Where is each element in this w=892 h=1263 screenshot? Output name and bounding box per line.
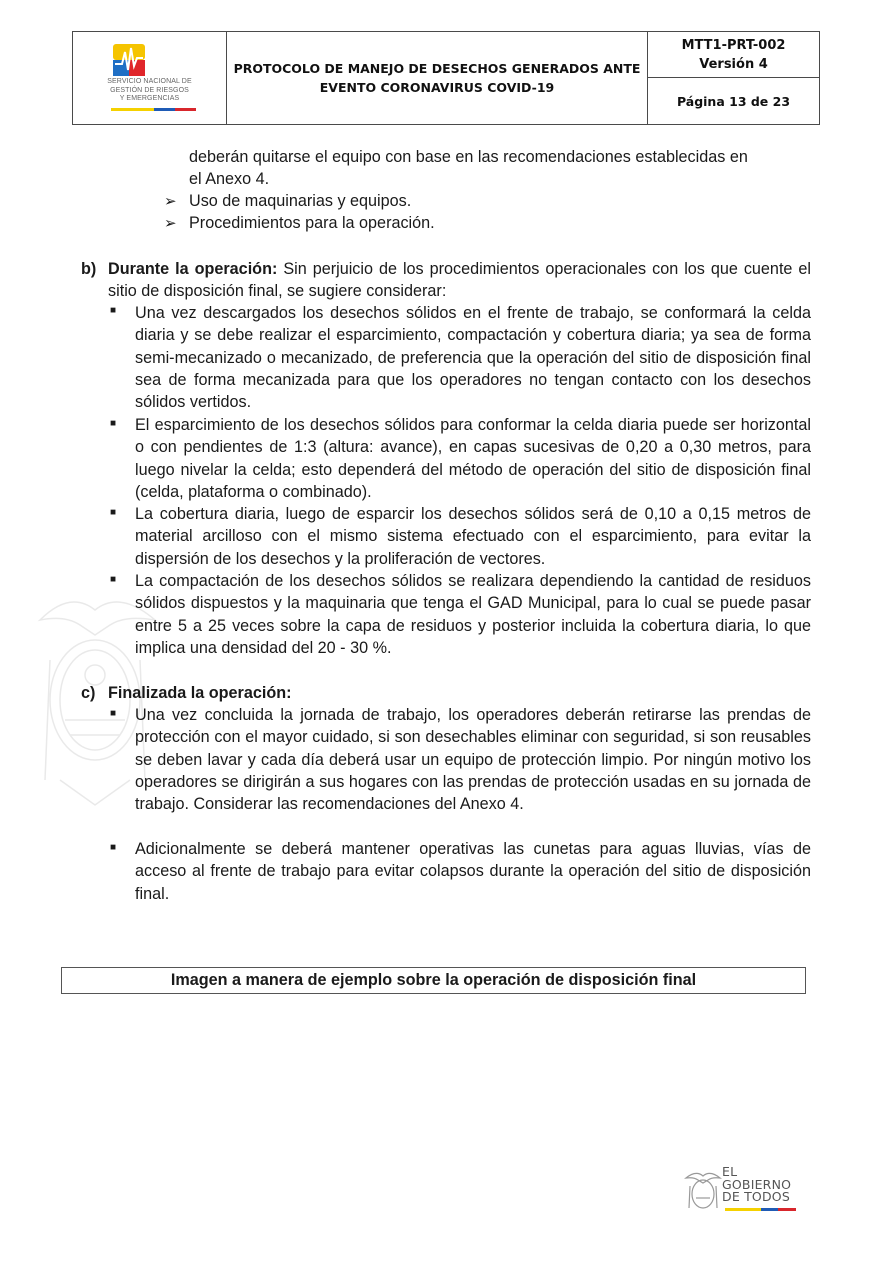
text-line: deberán quitarse el equipo con base en las recomendaciones establecidas en — [189, 148, 748, 166]
title-line: PROTOCOLO DE MANEJO DE DESECHOS GENERADOS ANTE — [233, 61, 641, 76]
list-item: La cobertura diaria, luego de esparcir los desechos sólidos será de 0,10 a 0,15 metros de material arcilloso con el mismo sistema efectuado con el esparcimiento, para evitar la dispersión de los desechos y la proliferación de vectores. — [135, 505, 811, 568]
section-c-marker — [81, 682, 95, 704]
document-meta — [648, 32, 819, 124]
snrg-logo-icon — [113, 44, 145, 76]
section-b-intro — [108, 258, 811, 303]
section-marker: c) — [81, 684, 96, 702]
list-item: Adicionalmente se deberá mantener operativas las cunetas para aguas lluvias, vías de acceso al frente de trabajo para evitar colapsos durante la operación del sitio de disposición final. — [135, 840, 811, 903]
square-bullet-icon: ■ — [110, 507, 117, 518]
arrow-bullet-icon: ➢ — [164, 215, 177, 232]
square-bullet-icon: ■ — [110, 574, 117, 585]
document-header — [72, 31, 820, 125]
list-item: La compactación de los desechos sólidos se realizara dependiendo la cantidad de residuos sólidos dispuestos y la maquinaria que tenga el GAD Municipal, para lo cual se puede pasar entre 5 a 25 veces sobre la capa de residuos y posterior incluida la cobertura diaria, lo que implica una densidad del 20 - 30 %. — [135, 572, 811, 657]
footer-logo-line: DE TODOS — [722, 1189, 790, 1204]
document-version: Versión 4 — [699, 56, 768, 72]
arrow-bullet-icon: ➢ — [164, 193, 177, 210]
list-item: Una vez concluida la jornada de trabajo, los operadores deberán retirarse las prendas de protección con el mayor cuidado, si son desechables eliminar con seguridad, si son reusables se deben lavar y cada día deberá usar un equipo de protección limpio. Por ningún motivo los operadores se dirigirán a sus hogares con las prendas de protección usadas en su jornada de trabajo. Considerar las recomendaciones del Anexo 4. — [135, 706, 811, 814]
square-bullet-icon: ■ — [110, 418, 117, 429]
list-item: Una vez descargados los desechos sólidos en el frente de trabajo, se conformará la celda diaria y se debe realizar el esparcimiento, compactación y cobertura diaria; ya sea de forma semi-mecanizado o mecanizado, de preferencia que la operación del sitio de disposición final sea de forma mecanizada para que los operadores no tengan contacto con los desechos sólidos vertidos. — [135, 304, 811, 412]
section-b-marker — [81, 258, 96, 280]
section-marker: b) — [81, 260, 97, 278]
arrow-list-item: Uso de maquinarias y equipos. — [189, 192, 412, 210]
section-b-intro-text: Sin perjuicio de los procedimientos operacionales con los que cuente el sitio de disposición final, se sugiere considerar: — [108, 260, 812, 301]
document-title — [227, 32, 648, 124]
section-b-heading: Durante la operación: — [108, 260, 278, 278]
paragraph-continuation — [189, 146, 811, 168]
org-line: Y EMERGENCIAS — [119, 95, 180, 102]
footer-logo-text — [722, 1166, 791, 1204]
section-c-heading — [108, 682, 292, 704]
organization-logo — [73, 32, 227, 124]
section-heading: Finalizada la operación: — [108, 684, 292, 702]
footer-logo-line: EL — [722, 1164, 738, 1179]
image-caption: Imagen a manera de ejemplo sobre la operación de disposición final — [61, 967, 806, 994]
org-line: SERVICIO NACIONAL DE — [107, 78, 192, 85]
arrow-list-item: Procedimientos para la operación. — [189, 214, 435, 232]
list-item: El esparcimiento de los desechos sólidos para conformar la celda diaria puede ser horizontal o con pendientes de 1:3 (altura: avance), en capas sucesivas de 0,20 a 0,30 metros, para luego nivelar la celda; esto dependerá del método de operación del sitio de disposición final (celda, plataforma o combinado). — [135, 416, 811, 501]
flag-stripe — [111, 108, 196, 111]
square-bullet-icon: ■ — [110, 842, 117, 853]
title-line: EVENTO CORONAVIRUS COVID-19 — [319, 80, 555, 95]
square-bullet-icon: ■ — [110, 305, 117, 316]
paragraph-continuation-end: el Anexo 4. — [189, 170, 270, 188]
organization-name — [77, 78, 222, 104]
footer-flag-stripe — [725, 1208, 796, 1211]
page-number: Página 13 de 23 — [676, 93, 791, 109]
square-bullet-icon: ■ — [110, 708, 117, 719]
org-line: GESTIÓN DE RIESGOS — [110, 86, 189, 94]
document-code: MTT1-PRT-002 — [681, 37, 786, 53]
footer-logo-line: GOBIERNO — [722, 1176, 792, 1192]
